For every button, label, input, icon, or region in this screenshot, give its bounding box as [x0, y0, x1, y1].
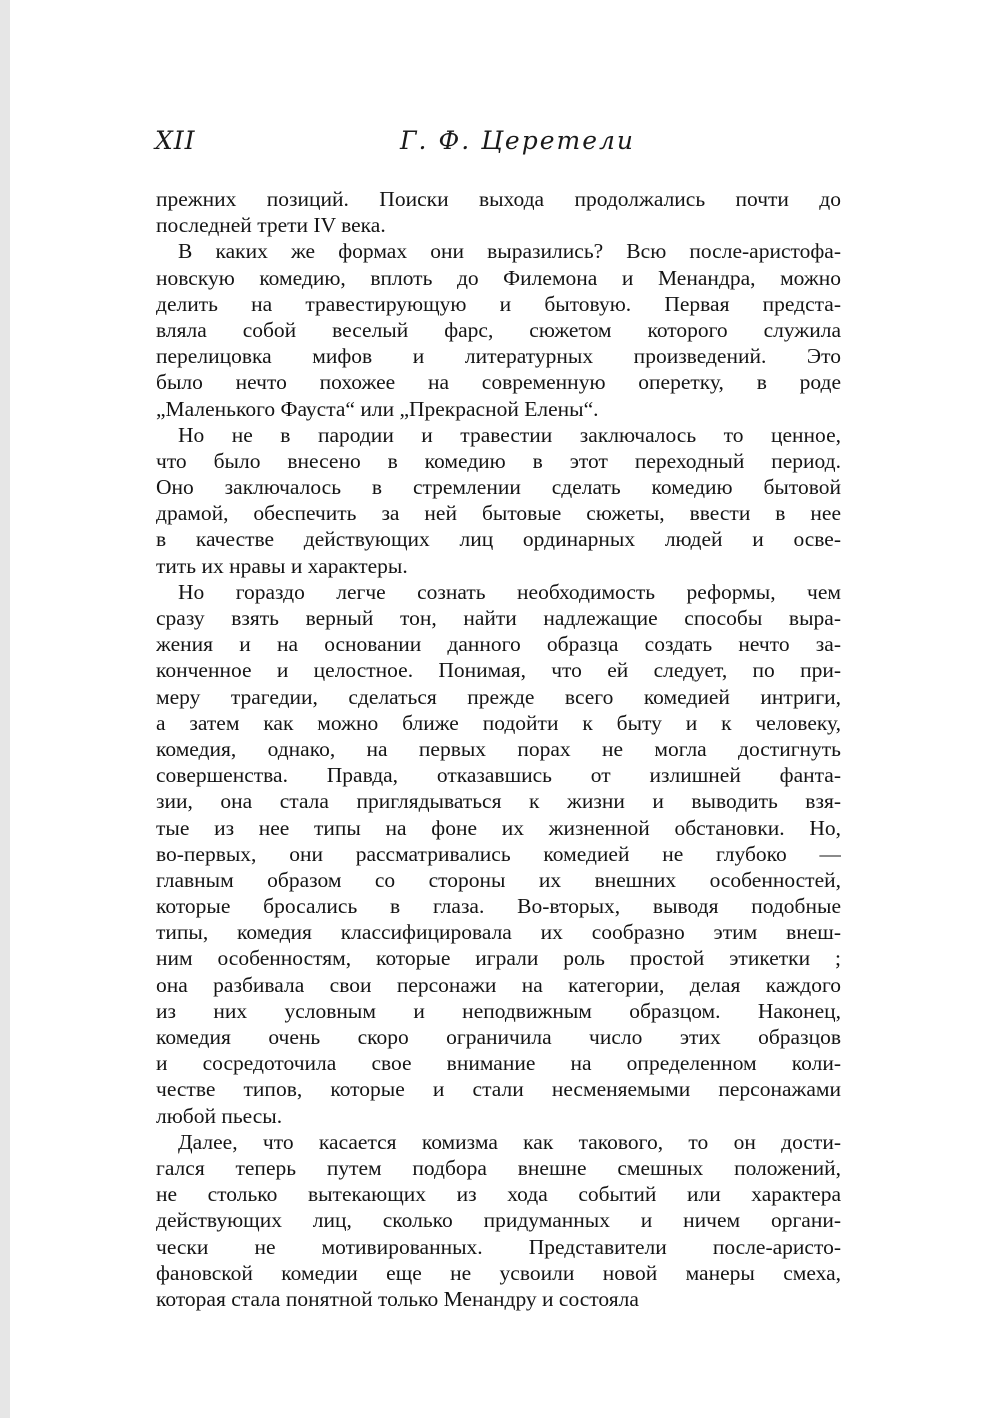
text-line: драмой, обеспечить за ней бытовые сюжеты, ввести в нее [156, 501, 841, 526]
text-line: прежних позиций. Поиски выхода продолжались почти до [156, 187, 841, 211]
text-line: любой пьесы. [156, 1103, 283, 1128]
text-line: жения и на основании данного образца создать нечто за- [156, 632, 841, 657]
text-line: Далее, что касается комизма как такового, то он дости- [178, 1129, 841, 1154]
page-number: XII [155, 126, 196, 155]
text-line: Оно заключалось в стремлении сделать комедию бытовой [156, 475, 841, 500]
running-title: Г. Ф. Церетели [400, 126, 636, 155]
text-line: и сосредоточила свое внимание на определенном коли- [156, 1051, 841, 1076]
text-line: честве типов, которые и стали несменяемыми персонажами [156, 1077, 841, 1102]
text-line: которая стала понятной только Менандру и состояла [156, 1286, 639, 1311]
text-line: конченное и целостное. Понимая, что ей следует, по при- [156, 658, 841, 683]
text-line: она разбивала свои персонажи на категории, делая каждого [156, 972, 841, 997]
paragraph [156, 186, 841, 238]
paragraph [156, 579, 841, 1129]
text-line: сразу взять верный тон, найти надлежащие способы выра- [156, 606, 841, 630]
text-line: из них условным и неподвижным образцом. Наконец, [156, 998, 841, 1023]
scan-edge [0, 0, 10, 1418]
text-line: действующих лиц, сколько придуманных и ничем органи- [156, 1208, 841, 1233]
text-line: гался теперь путем подбора внешне смешных положений, [156, 1155, 841, 1180]
page-header [155, 126, 845, 160]
text-line: совершенства. Правда, отказавшись от излишней фанта- [156, 763, 841, 788]
text-line: тые из нее типы на фоне их жизненной обстановки. Но, [156, 815, 841, 840]
paragraph [156, 1129, 841, 1312]
text-line: во-первых, они рассматривались комедией не глубоко — [156, 841, 841, 866]
text-line: типы, комедия классифицировала их сообразно этим внеш- [156, 920, 841, 945]
text-line: Но гораздо легче сознать необходимость реформы, чем [178, 579, 841, 604]
text-line: а затем как можно ближе подойти к быту и к человеку, [156, 710, 841, 735]
text-line: главным образом со стороны их внешних особенностей, [156, 867, 841, 892]
text-line: комедия, однако, на первых порах не могла достигнуть [156, 736, 841, 761]
text-line: „Маленького Фауста“ или „Прекрасной Елены“. [156, 396, 599, 421]
text-line: перелицовка мифов и литературных произведений. Это [156, 344, 841, 369]
text-line: делить на травестирующую и бытовую. Первая предста- [156, 291, 841, 316]
text-line: тить их нравы и характеры. [156, 553, 408, 578]
text-line: меру трагедии, сделаться прежде всего комедией интриги, [156, 684, 841, 709]
text-line: что было внесено в комедию в этот переходный период. [156, 448, 841, 473]
paragraph [156, 238, 841, 421]
text-line: последней трети IV века. [156, 213, 386, 238]
text-line: в качестве действующих лиц ординарных людей и осве- [156, 527, 841, 552]
text-line: новскую комедию, вплоть до Филемона и Менандра, можно [156, 265, 841, 290]
text-line: зии, она стала приглядываться к жизни и выводить взя- [156, 789, 841, 814]
text-line: чески не мотивированных. Представители после-аристо- [156, 1234, 841, 1259]
body-text [156, 186, 841, 1312]
text-line: В каких же формах они выразились? Всю после-аристофа- [178, 239, 841, 264]
paragraph [156, 422, 841, 579]
text-line: которые бросались в глаза. Во-вторых, выводя подобные [156, 894, 841, 919]
text-line: фановской комедии еще не усвоили новой манеры смеха, [156, 1260, 841, 1285]
text-line: было нечто похожее на современную оперетку, в роде [156, 370, 841, 395]
text-line: вляла собой веселый фарс, сюжетом которого служила [156, 317, 841, 342]
text-line: ним особенностям, которые играли роль простой этикетки ; [156, 946, 841, 971]
text-line: Но не в пародии и травестии заключалось то ценное, [178, 422, 841, 447]
text-line: комедия очень скоро ограничила число этих образцов [156, 1025, 841, 1049]
text-line: не столько вытекающих из хода событий или характера [156, 1182, 841, 1207]
